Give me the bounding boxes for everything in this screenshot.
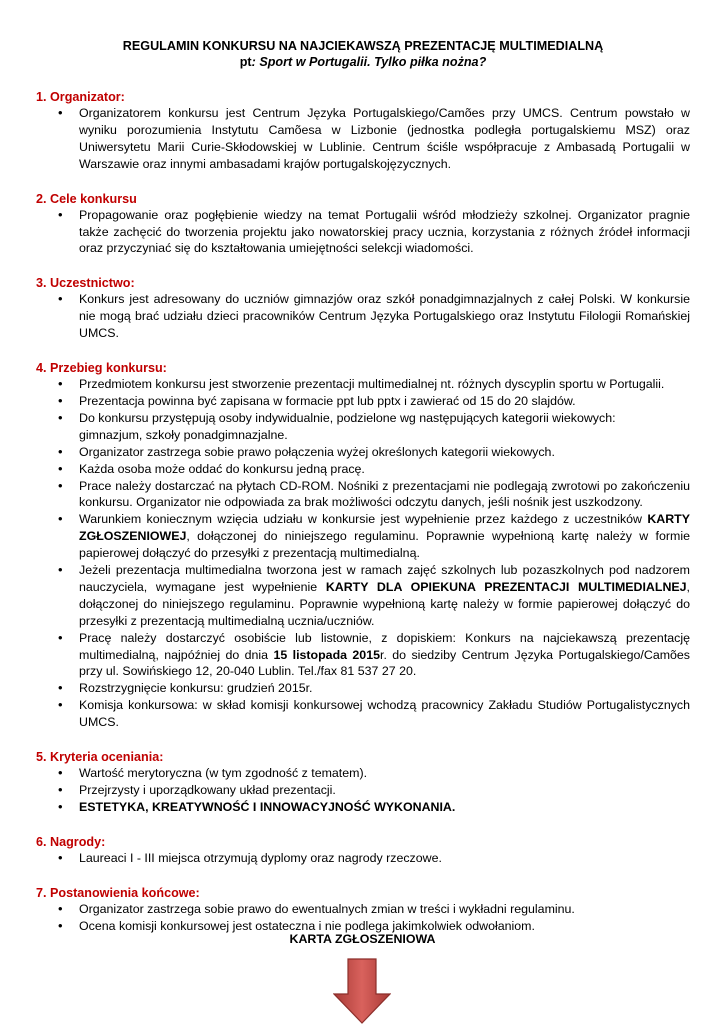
document-subtitle xyxy=(36,54,690,70)
list-item: • Wartość merytoryczna (w tym zgodność z tematem). xyxy=(36,765,690,782)
entry-form-label: KARTA ZGŁOSZENIOWA xyxy=(289,932,436,946)
item-bold: KARTY ZGŁOSZENIOWEJ xyxy=(79,512,690,544)
section-heading: 4. Przebieg konkursu: xyxy=(36,361,167,376)
item-text: , dołączonej do niniejszego regulaminu. Poprawnie wypełnioną kartę należy w formie papierowej dołączyć do przesyłki z prezentacją multimedialną. xyxy=(79,529,690,561)
item-text: Pracę należy dostarczyć osobiście lub listownie, z dopiskiem: Konkurs na najciekawszą prezentację multimedialną, najpóźniej do dnia xyxy=(79,630,690,662)
section-heading: 6. Nagrody: xyxy=(36,834,106,849)
subtitle-prefix: pt xyxy=(239,55,252,69)
list-item: • Komisja konkursowa: w skład komisji konkursowej wchodzą pracownicy Zakładu Studiów Portugalistycznych UMCS. xyxy=(36,697,690,731)
item-bold: 15 listopada 2015 xyxy=(273,647,380,662)
list-item: • Rozstrzygnięcie konkursu: grudzień 2015r. xyxy=(36,680,690,697)
item-line: Do konkursu przystępują osoby indywidualnie, podzielone wg następujących kategorii wiekowych: xyxy=(79,410,616,425)
list-item: • Prace należy dostarczać na płytach CD-ROM. Nośniki z prezentacjami nie podlegają zwrotowi po zakończeniu konkursu. Organizator nie odpowiada za brak możliwości odczytu danych, jeśli nośnik jest uszkodzony. xyxy=(36,478,690,512)
list-item xyxy=(36,630,690,681)
document-title: REGULAMIN KONKURSU NA NAJCIEKAWSZĄ PREZENTACJĘ MULTIMEDIALNĄ xyxy=(122,39,604,53)
arrow-down-icon xyxy=(333,958,391,1024)
item-bold: ESTETYKA, KREATYWNOŚĆ I INNOWACYJNOŚĆ WYKONANIA. xyxy=(79,799,456,814)
list-item: • Organizator zastrzega sobie prawo połączenia wyżej określonych kategorii wiekowych. xyxy=(36,444,690,461)
regulations-document xyxy=(36,38,690,935)
section-heading: 5. Kryteria oceniania: xyxy=(36,750,164,765)
list-item xyxy=(36,562,690,630)
section-list xyxy=(36,850,690,867)
section-heading: 1. Organizator: xyxy=(36,90,125,104)
item-text: , dołączonej do niniejszego regulaminu. Poprawnie wypełnioną kartę należy w formie papierowej dołączyć do przesyłki z prezentacją multimedialną ucznia/uczniów. xyxy=(79,579,690,628)
item-bold: KARTY DLA OPIEKUNA PREZENTACJI MULTIMEDIALNEJ xyxy=(325,579,687,594)
section-heading: 3. Uczestnictwo: xyxy=(36,276,135,291)
list-item: • Każda osoba może oddać do konkursu jedną pracę. xyxy=(36,461,690,478)
section-list xyxy=(36,376,690,731)
section-list xyxy=(36,207,690,258)
item-text: r. do siedziby Centrum Języka Portugalskiego/Camões przy ul. Sowińskiego 12, 20-040 Lublin. Tel./fax 81 537 27 20. xyxy=(79,647,691,679)
section-list xyxy=(36,291,690,342)
list-item xyxy=(36,511,690,562)
section-list xyxy=(36,765,690,816)
item-text: Warunkiem koniecznym wzięcia udziału w konkursie jest wypełnienie przez każdego z uczestników xyxy=(79,512,648,527)
list-item: • Organizator zastrzega sobie prawo do ewentualnych zmian w treści i wykładni regulaminu. xyxy=(36,901,690,918)
list-item: • Propagowanie oraz pogłębienie wiedzy na temat Portugalii wśród młodzieży szkolnej. Organizator pragnie także zachęcić do tworzenia projektu jako nowatorskiej pracy ucznia, korzystania z różnych źródeł informacji oraz przyczyniać się do kształtowania umiejętności selekcji wiadomości. xyxy=(36,207,690,258)
section-final-provisions xyxy=(36,885,690,935)
list-item: • Prezentacja powinna być zapisana w formacie ppt lub pptx i zawierać od 15 do 20 slajdów. xyxy=(36,393,690,410)
list-item: • Organizatorem konkursu jest Centrum Języka Portugalskiego/Camões przy UMCS. Centrum powstało w wyniku porozumienia Instytutu Camõesa w Lizbonie (jednostka podległa portugalskiemu MSZ) oraz Uniwersytetu Marii Curie-Skłodowskiej w Lublinie. Centrum ściśle współpracuje z Ambasadą Portugalii w Warszawie oraz innymi ambasadami krajów portugalskojęzycznych. xyxy=(36,105,690,173)
list-item xyxy=(36,799,690,816)
item-line: gimnazjum, szkoły ponadgimnazjalne. xyxy=(79,427,288,442)
list-item: • Przejrzysty i uporządkowany układ prezentacji. xyxy=(36,782,690,799)
section-list xyxy=(36,105,690,173)
section-participation xyxy=(36,275,690,342)
section-criteria xyxy=(36,749,690,816)
section-organizer xyxy=(36,89,690,173)
list-item: • Konkurs jest adresowany do uczniów gimnazjów oraz szkół ponadgimnazjalnych z całej Polski. W konkursie nie mogą brać udziału dzieci pracowników Centrum Języka Portugalskiego oraz Instytutu Filologii Romańskiej UMCS. xyxy=(36,291,690,342)
list-item: • Ocena komisji konkursowej jest ostateczna i nie podlega jakimkolwiek odwołaniom. xyxy=(36,918,690,935)
section-procedure xyxy=(36,360,690,731)
section-goals xyxy=(36,191,690,258)
item-text: Jeżeli prezentacja multimedialna tworzona jest w ramach zajęć szkolnych lub pozaszkolnych pod nadzorem nauczyciela, wymagane jest wypełnienie xyxy=(79,563,690,594)
list-item: • Przedmiotem konkursu jest stworzenie prezentacji multimedialnej nt. różnych dyscyplin sportu w Portugalii. xyxy=(36,376,690,393)
list-item: • Laureaci I - III miejsca otrzymują dyplomy oraz nagrody rzeczowe. xyxy=(36,850,690,867)
section-list xyxy=(36,901,690,935)
section-awards xyxy=(36,834,690,867)
section-heading: 2. Cele konkursu xyxy=(36,191,137,206)
section-heading: 7. Postanowienia końcowe: xyxy=(36,885,200,900)
subtitle-topic: : Sport w Portugalii. Tylko piłka nożna? xyxy=(251,55,487,69)
list-item xyxy=(36,410,690,444)
